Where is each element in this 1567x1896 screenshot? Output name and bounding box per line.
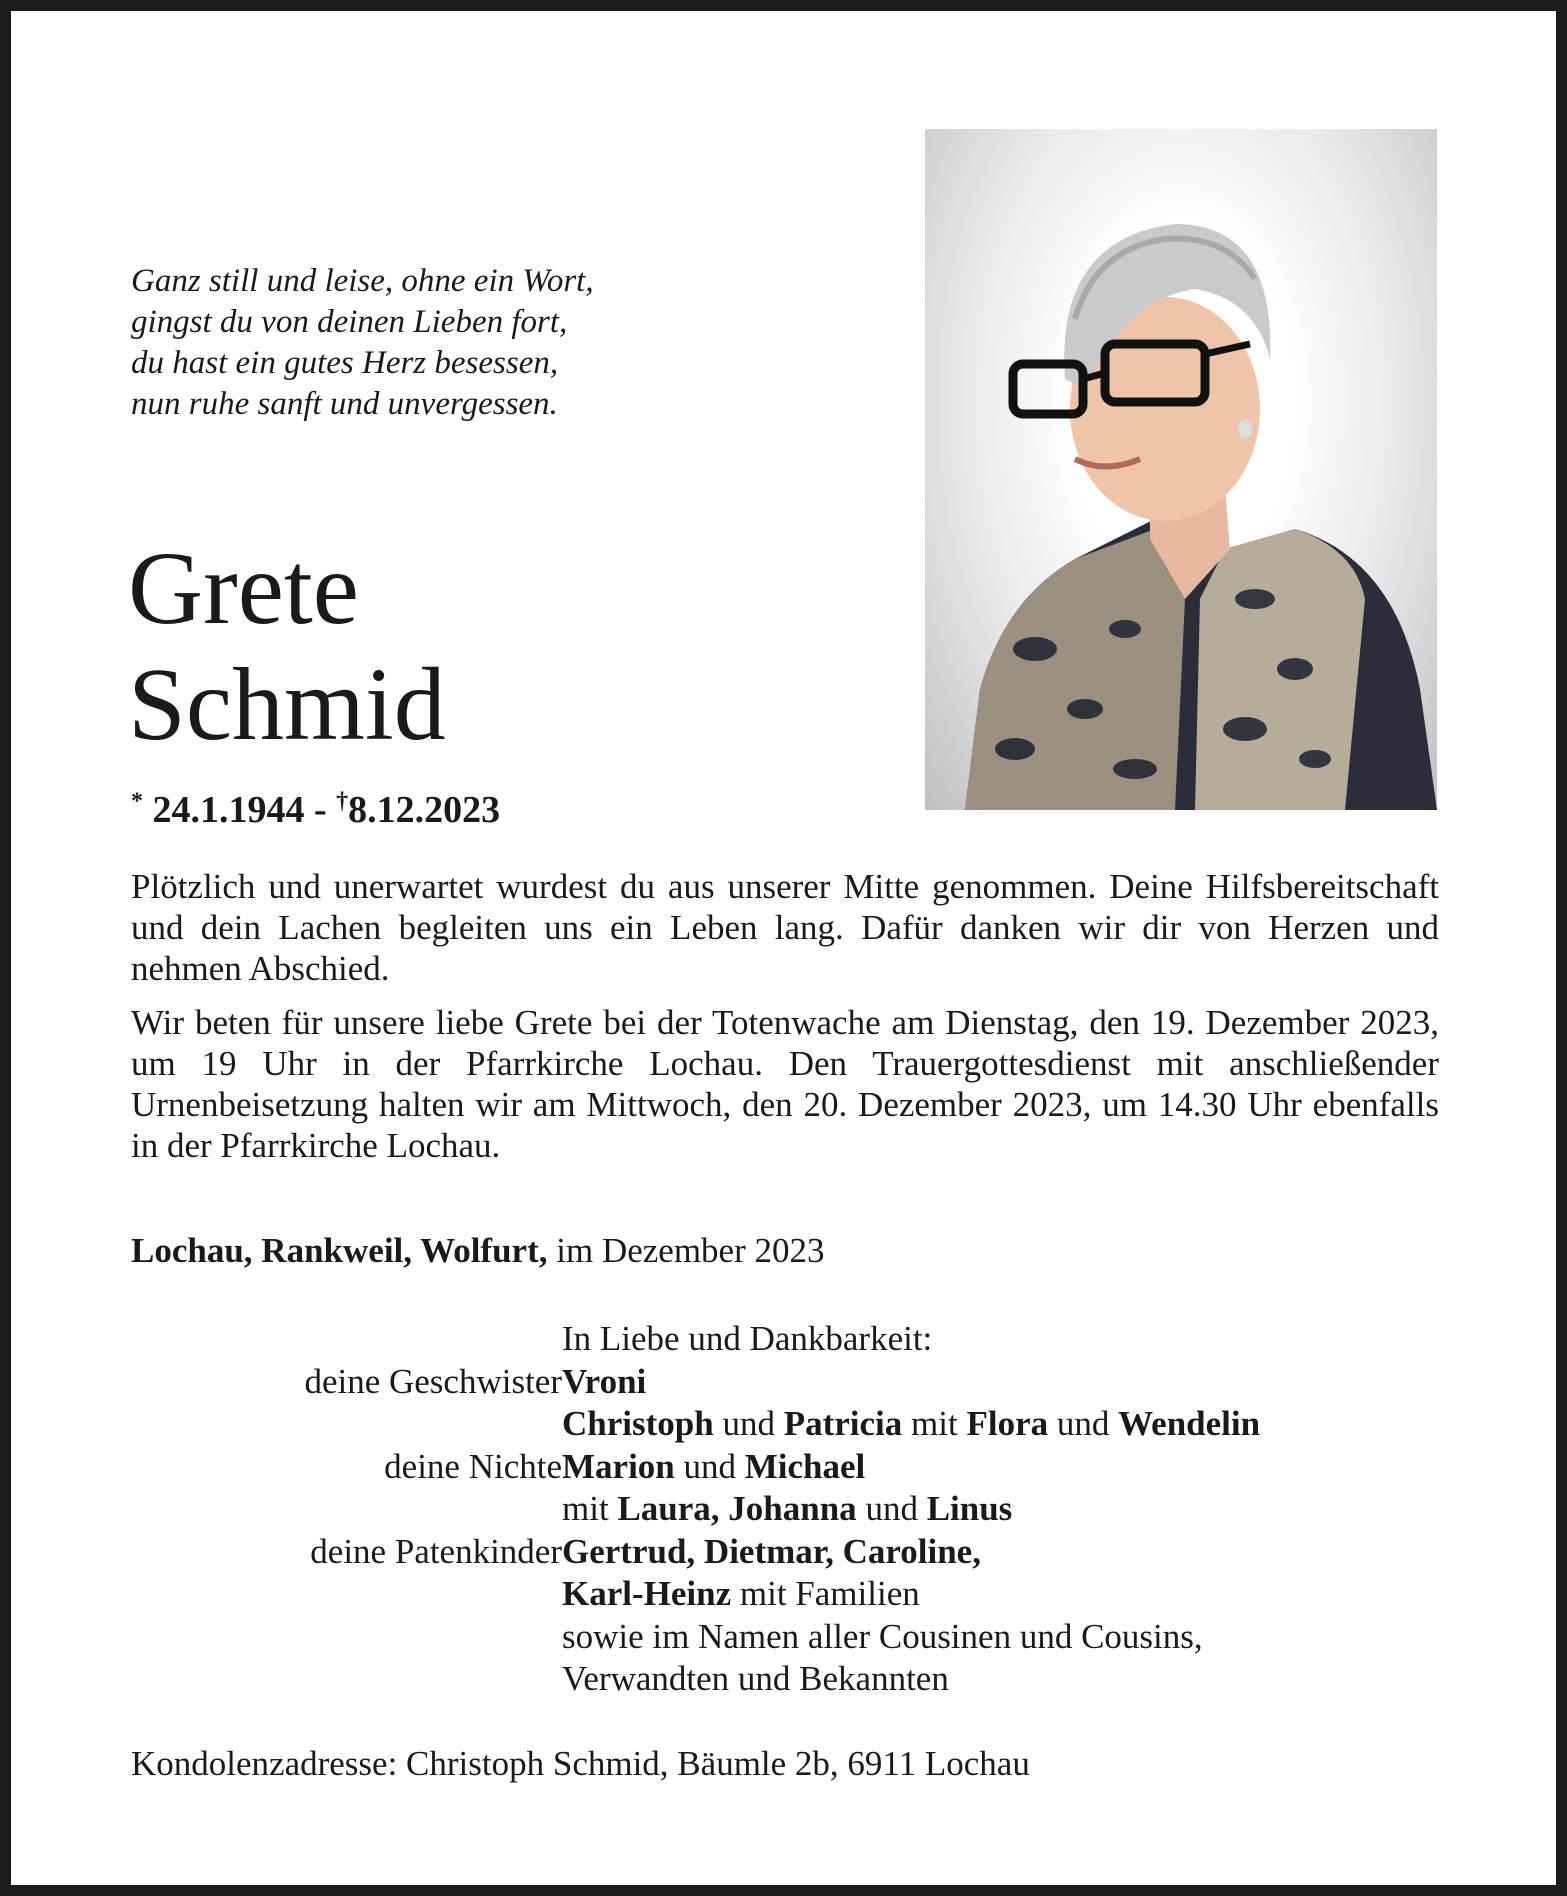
conjunction: und: [683, 1446, 737, 1486]
place-date-line: [131, 1231, 825, 1271]
list-item: [11, 1488, 1556, 1531]
conjunction: mit Familien: [739, 1574, 920, 1613]
poem: [131, 261, 594, 425]
paragraph: Plötzlich und unerwartet wurdest du aus unserer Mitte genommen. Deine Hilfsbereitschaft und dein Lachen begleiten uns ein Leben lang. Dafür danken wir dir von Herzen und nehmen Abschied.: [131, 867, 1439, 988]
obituary-text: [131, 866, 1439, 1179]
list-item: [11, 1446, 1556, 1489]
life-dates: [131, 788, 500, 832]
relation-label: deine Geschwister: [304, 1361, 562, 1401]
poem-line: Ganz still und leise, ohne ein Wort,: [131, 263, 594, 299]
list-item: [11, 1616, 1556, 1659]
list-item: [11, 1573, 1556, 1616]
death-date: 8.12.2023: [348, 789, 501, 831]
first-name: Grete: [128, 531, 359, 646]
cousins-line: sowie im Namen aller Cousinen und Cousins,: [562, 1616, 1203, 1656]
paragraph: Wir beten für unsere liebe Grete bei der Totenwache am Dienstag, den 19. Dezember 2023, um 19 Uhr in der Pfarrkirche Lochau. Den Trauergottesdienst mit anschließender Urnenbeisetzung halten wir am Mittwoch, den 20. Dezember 2023, um 14.30 Uhr ebenfalls in der Pfarrkirche Lochau.: [131, 1003, 1439, 1165]
mourner-name: Vroni: [562, 1361, 647, 1401]
last-name: Schmid: [128, 647, 446, 762]
mourner-name: Laura, Johanna: [617, 1489, 857, 1528]
obituary-page: [11, 11, 1556, 1885]
relation-label: deine Patenkinder: [310, 1531, 562, 1571]
mourners-list: [11, 1318, 1556, 1701]
condolence-address: Kondolenzadresse: Christoph Schmid, Bäumle 2b, 6911 Lochau: [131, 1744, 1030, 1783]
mourner-name: Linus: [926, 1489, 1013, 1528]
list-item: [11, 1361, 1556, 1404]
death-symbol: †: [336, 788, 349, 815]
mourner-name: Gertrud, Dietmar, Caroline,: [562, 1531, 981, 1571]
conjunction: und: [722, 1404, 775, 1443]
mourner-name: Michael: [744, 1446, 866, 1486]
mourner-name: Karl-Heinz: [562, 1574, 732, 1613]
conjunction: mit: [911, 1404, 958, 1443]
portrait-photo: [925, 129, 1437, 810]
signoff-intro: In Liebe und Dankbarkeit:: [562, 1319, 933, 1358]
mourner-name: Marion: [562, 1446, 675, 1486]
birth-date: 24.1.1944: [152, 789, 305, 831]
relation-label: deine Nichte: [384, 1446, 562, 1486]
towns: Lochau, Rankweil, Wolfurt,: [131, 1231, 548, 1270]
mourner-name: Patricia: [783, 1404, 903, 1443]
mourner-name: Wendelin: [1118, 1404, 1261, 1443]
conjunction: und: [865, 1489, 918, 1528]
poem-line: gingst du von deinen Lieben fort,: [131, 304, 568, 340]
date-separator: -: [314, 789, 327, 831]
list-item: [11, 1531, 1556, 1574]
list-item: [11, 1318, 1556, 1361]
portrait-illustration: [925, 129, 1437, 810]
mourner-name: Flora: [966, 1404, 1049, 1443]
deceased-name: [128, 531, 446, 763]
poem-line: nun ruhe sanft und unvergessen.: [131, 386, 558, 422]
list-item: [11, 1658, 1556, 1701]
conjunction: mit: [562, 1489, 609, 1528]
poem-line: du hast ein gutes Herz besessen,: [131, 345, 559, 381]
list-item: [11, 1403, 1556, 1446]
birth-symbol: *: [131, 788, 143, 815]
month-year: im Dezember 2023: [556, 1231, 825, 1270]
relatives-line: Verwandten und Bekannten: [562, 1659, 949, 1698]
conjunction: und: [1056, 1404, 1110, 1443]
mourner-name: Christoph: [562, 1404, 714, 1443]
